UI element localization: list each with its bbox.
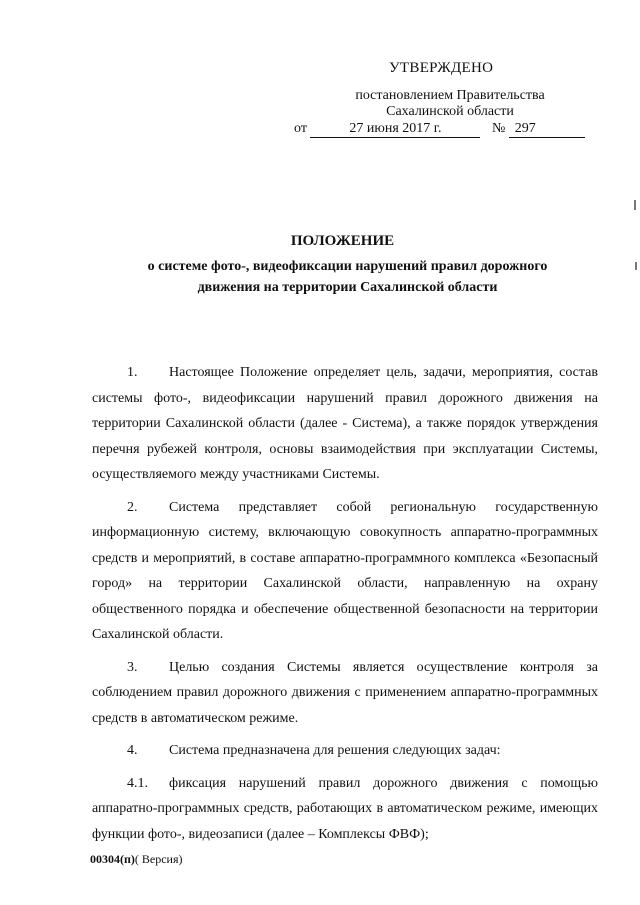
paragraph (92, 360, 598, 488)
paragraph (92, 738, 598, 764)
decree-date-line (294, 121, 585, 138)
paragraph-text: Система предназначена для решения следующих задач: (169, 743, 501, 758)
paragraph-number: 3. (127, 659, 138, 675)
decree-number: 297 (509, 121, 585, 138)
scan-artifact (635, 262, 637, 270)
number-label: № (491, 121, 506, 136)
paragraph (92, 655, 598, 732)
paragraph-number: 4. (127, 743, 138, 758)
paragraph-text: фиксация нарушений правил дорожного движения с помощью аппаратно-программных средств, работающих в автоматическом режиме, имеющих функции фото-, видеозаписи (далее – Комплексы ФВФ); (92, 775, 598, 842)
document-subtitle: о системе фото-, видеофиксации нарушений правил дорожного движения на территории Сахалинской области (147, 259, 548, 295)
footer-code (90, 852, 183, 867)
from-label: от (294, 121, 307, 136)
paragraph-number: 1. (127, 365, 138, 380)
paragraph-number: 4.1. (127, 775, 148, 791)
document-body (92, 360, 598, 854)
approved-stamp: УТВЕРЖДЕНО (389, 60, 494, 76)
decree-reference (340, 88, 560, 120)
decree-date: 27 июня 2017 г. (310, 121, 480, 138)
decree-line-1: постановлением Правительства (355, 88, 545, 103)
scan-artifact (634, 200, 636, 210)
paragraph-text: Система представляет собой региональную государственную информационную систему, включающую совокупность аппаратно-программных средств и мероприятий, в составе аппаратно-программного комплекса «Безопасный город» на территории Сахалинской области, направленную на охрану общественного порядка и обеспечение общественной безопасности на территории Сахалинской области. (92, 499, 598, 642)
paragraph-text: Настоящее Положение определяет цель, задачи, мероприятия, состав системы фото-, видеофиксации нарушений правил дорожного движения на территории Сахалинской области (далее - Система), а также порядок утверждения перечня рубежей контроля, основы взаимодействия при эксплуатации Системы, осуществляемого между участниками Системы. (92, 365, 598, 482)
paragraph (92, 495, 598, 648)
document-title: ПОЛОЖЕНИЕ (290, 233, 395, 249)
footer-code-number: 00304(п) (90, 852, 135, 866)
paragraph (92, 771, 598, 848)
decree-line-2: Сахалинской области (386, 104, 514, 119)
footer-version: ( Версия) (134, 852, 183, 866)
paragraph-number: 2. (127, 499, 138, 515)
paragraph-text: Целью создания Системы является осуществление контроля за соблюдением правил дорожного движения с применением аппаратно-программных средств в автоматическом режиме. (92, 659, 598, 726)
